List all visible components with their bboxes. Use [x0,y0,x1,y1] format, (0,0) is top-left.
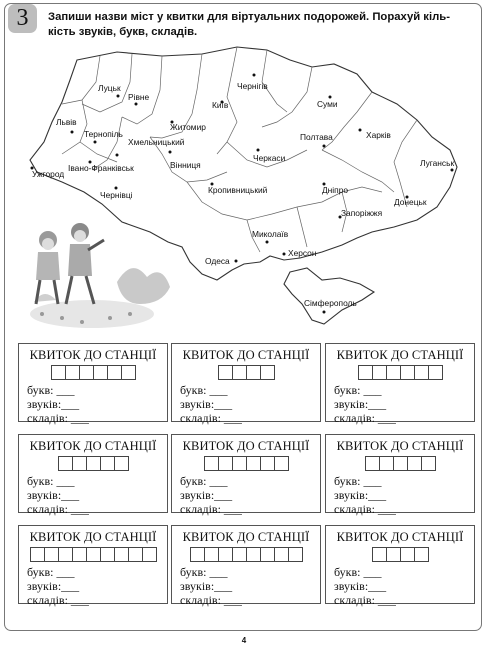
city-label: Львів [56,117,77,127]
letter-cell[interactable] [218,547,233,562]
city-label: Херсон [288,248,317,258]
letter-cell[interactable] [246,456,261,471]
ticket-sounds-line[interactable]: звуків:___ [180,579,233,593]
ticket-syllables-line[interactable]: складів: ___ [27,502,89,516]
city-label: Сімферополь [304,298,357,308]
ticket-letters-line[interactable]: букв: ___ [334,474,382,488]
ticket-card [171,525,321,607]
ticket-card [171,343,321,425]
city-label: Миколаїв [252,229,289,239]
ticket-card [325,434,475,516]
ticket-card [18,525,168,607]
ticket-title: КВИТОК ДО СТАНЦІЇ [182,439,310,453]
ticket-title: КВИТОК ДО СТАНЦІЇ [336,348,464,362]
city-label: Вінниця [170,160,201,170]
letter-cell[interactable] [260,365,275,380]
city-label: Черкаси [253,153,286,163]
letter-cell[interactable] [358,365,373,380]
ticket-sounds-line[interactable]: звуків:___ [334,397,387,411]
letter-cell[interactable] [128,547,143,562]
letter-cells [19,547,167,562]
letter-cell[interactable] [246,365,261,380]
city-label: Полтава [300,132,333,142]
letter-cell[interactable] [400,365,415,380]
ticket-letters-line[interactable]: букв: ___ [180,474,228,488]
letter-cell[interactable] [260,547,275,562]
exercise-instruction: Запиши назви міст у квитки для віртуальних подорожей. Порахуй кіль-кість звуків, букв, складів. [48,11,450,38]
letter-cell[interactable] [86,547,101,562]
letter-cell[interactable] [51,365,66,380]
city-label: Тернопіль [84,129,123,139]
letter-cell[interactable] [30,547,45,562]
letter-cell[interactable] [114,547,129,562]
ticket-card [325,343,475,425]
city-label: Хмельницький [128,137,185,147]
letter-cell[interactable] [72,547,87,562]
ticket-card [171,434,321,516]
city-label: Чернігів [237,81,268,91]
letter-cells [326,456,474,471]
ticket-syllables-line[interactable]: складів: ___ [334,502,396,516]
letter-cell[interactable] [372,547,387,562]
ticket-title: КВИТОК ДО СТАНЦІЇ [29,530,157,544]
city-label: Кропивницький [208,185,268,195]
letter-cell[interactable] [274,547,289,562]
ukraine-map [22,42,477,337]
ticket-sounds-line[interactable]: звуків:___ [334,579,387,593]
children-illustration [30,223,170,328]
exercise-number: 3 [8,4,37,33]
letter-cell[interactable] [288,547,303,562]
ticket-title: КВИТОК ДО СТАНЦІЇ [182,348,310,362]
letter-cell[interactable] [218,365,233,380]
letter-cells [172,456,320,471]
letter-cell[interactable] [232,547,247,562]
letter-cells [19,456,167,471]
ticket-letters-line[interactable]: букв: ___ [27,565,75,579]
ticket-syllables-line[interactable]: складів: ___ [180,411,242,425]
letter-cell[interactable] [190,547,205,562]
letter-cell[interactable] [407,456,422,471]
ticket-letters-line[interactable]: букв: ___ [180,383,228,397]
letter-cell[interactable] [114,456,129,471]
letter-cell[interactable] [400,547,415,562]
letter-cell[interactable] [274,456,289,471]
ticket-title: КВИТОК ДО СТАНЦІЇ [29,439,157,453]
letter-cell[interactable] [393,456,408,471]
letter-cell[interactable] [79,365,94,380]
letter-cell[interactable] [386,547,401,562]
ticket-letters-line[interactable]: букв: ___ [334,565,382,579]
ticket-syllables-line[interactable]: складів: ___ [334,411,396,425]
letter-cell[interactable] [121,365,136,380]
letter-cells [326,365,474,380]
letter-cell[interactable] [386,365,401,380]
ticket-sounds-line[interactable]: звуків:___ [27,488,80,502]
letter-cell[interactable] [232,456,247,471]
ticket-sounds-line[interactable]: звуків:___ [27,397,80,411]
ticket-sounds-line[interactable]: звуків:___ [334,488,387,502]
city-label: Рівне [128,92,150,102]
letter-cell[interactable] [246,547,261,562]
letter-cells [326,547,474,562]
page-number: 4 [241,636,247,645]
city-label: Донецьк [394,197,427,207]
ticket-title: КВИТОК ДО СТАНЦІЇ [336,439,464,453]
letter-cell[interactable] [86,456,101,471]
letter-cell[interactable] [72,456,87,471]
letter-cell[interactable] [414,365,429,380]
ticket-card [18,343,168,425]
city-label: Чернівці [100,190,133,200]
ticket-card [325,525,475,607]
city-label: Луганськ [420,158,455,168]
ticket-sounds-line[interactable]: звуків:___ [180,397,233,411]
letter-cell[interactable] [204,547,219,562]
letter-cell[interactable] [428,365,443,380]
letter-cell[interactable] [379,456,394,471]
ticket-title: КВИТОК ДО СТАНЦІЇ [29,348,157,362]
letter-cell[interactable] [260,456,275,471]
city-label: Харків [366,130,391,140]
ticket-syllables-line[interactable]: складів: ___ [27,411,89,425]
letter-cell[interactable] [365,456,380,471]
letter-cell[interactable] [107,365,122,380]
city-label: Ужгород [32,169,65,179]
letter-cell[interactable] [58,547,73,562]
city-label: Івано-Франківськ [68,163,134,173]
ticket-card [18,434,168,516]
ticket-letters-line[interactable]: букв: ___ [27,383,75,397]
ticket-title: КВИТОК ДО СТАНЦІЇ [182,530,310,544]
ticket-syllables-line[interactable]: складів: ___ [180,502,242,516]
city-label: Запоріжжя [341,208,383,218]
city-label: Київ [212,100,229,110]
letter-cell[interactable] [44,547,59,562]
letter-cell[interactable] [58,456,73,471]
ticket-letters-line[interactable]: букв: ___ [27,474,75,488]
letter-cell[interactable] [65,365,80,380]
city-label: Одеса [205,256,230,266]
letter-cells [19,365,167,380]
city-label: Дніпро [322,185,349,195]
letter-cell[interactable] [100,456,115,471]
ticket-syllables-line[interactable]: складів: ___ [334,593,396,607]
letter-cell[interactable] [232,365,247,380]
ticket-letters-line[interactable]: букв: ___ [334,383,382,397]
letter-cell[interactable] [93,365,108,380]
ticket-sounds-line[interactable]: звуків:___ [27,579,80,593]
ticket-sounds-line[interactable]: звуків:___ [180,488,233,502]
letter-cells [172,547,320,562]
ticket-syllables-line[interactable]: складів: ___ [180,593,242,607]
ticket-syllables-line[interactable]: складів: ___ [27,593,89,607]
ticket-letters-line[interactable]: букв: ___ [180,565,228,579]
region-borders [62,47,417,252]
city-label: Житомир [170,122,206,132]
city-label: Суми [317,99,338,109]
crimea-outline [284,268,374,324]
letter-cell[interactable] [142,547,157,562]
letter-cell[interactable] [204,456,219,471]
letter-cell[interactable] [372,365,387,380]
letter-cell[interactable] [414,547,429,562]
letter-cell[interactable] [218,456,233,471]
letter-cells [172,365,320,380]
letter-cell[interactable] [421,456,436,471]
letter-cell[interactable] [100,547,115,562]
city-label: Луцьк [98,83,121,93]
ticket-title: КВИТОК ДО СТАНЦІЇ [336,530,464,544]
